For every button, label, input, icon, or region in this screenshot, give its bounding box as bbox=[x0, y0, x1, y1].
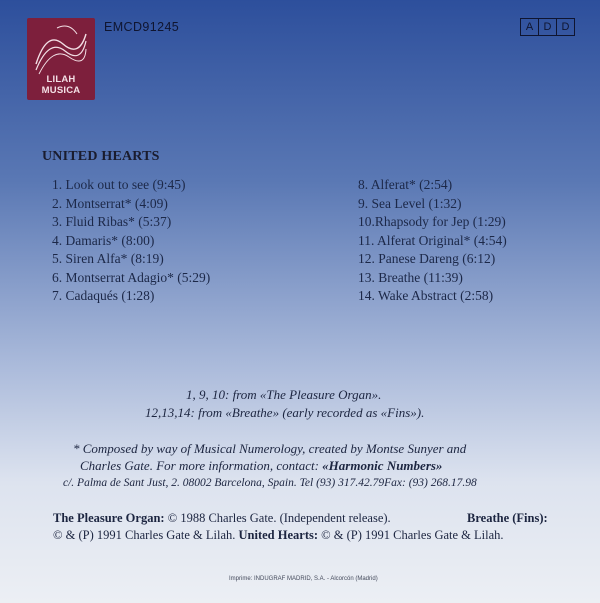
sparscode-letter-2: D bbox=[538, 18, 557, 36]
composition-contact-prefix: Charles Gate. For more information, contact: bbox=[80, 458, 323, 473]
track-item: 2. Montserrat* (4:09) bbox=[52, 195, 168, 211]
contact-name: «Harmonic Numbers» bbox=[322, 458, 443, 473]
credit-text-pleasure-organ: © 1988 Charles Gate. (Independent release). bbox=[164, 511, 391, 525]
track-item: 3. Fluid Ribas* (5:37) bbox=[52, 214, 172, 229]
credit-text-breathe: © & (P) 1991 Charles Gate & Lilah. bbox=[53, 528, 239, 542]
contact-address: c/. Palma de Sant Just, 2. 08002 Barcelona, Spain. Tel (93) 317.42.79Fax: (93) 268.17.98 bbox=[63, 477, 477, 489]
credit-line-1 bbox=[53, 511, 391, 526]
lilah-musica-logo bbox=[27, 18, 95, 100]
credit-title-united-hearts: United Hearts: bbox=[238, 528, 319, 542]
track-item: 10.Rhapsody for Jep (1:29) bbox=[358, 214, 506, 229]
track-item: 9. Sea Level (1:32) bbox=[358, 195, 462, 211]
composition-contact-line bbox=[80, 458, 442, 474]
credit-title-pleasure-organ: The Pleasure Organ: bbox=[53, 511, 165, 525]
source-note-1: 1, 9, 10: from «The Pleasure Organ». bbox=[186, 387, 382, 402]
sparscode-letter-1: A bbox=[520, 18, 539, 36]
track-item: 6. Montserrat Adagio* (5:29) bbox=[52, 269, 211, 285]
label-name: LILAH MUSICA bbox=[41, 74, 81, 96]
sparscode-letter-3: D bbox=[556, 18, 575, 36]
tracklist-left bbox=[52, 176, 210, 306]
track-item: 13. Breathe (11:39) bbox=[358, 269, 463, 285]
credit-text-united-hearts: © & (P) 1991 Charles Gate & Lilah. bbox=[318, 528, 504, 542]
album-title: UNITED HEARTS bbox=[42, 149, 160, 164]
track-item: 4. Damaris* (8:00) bbox=[52, 232, 155, 248]
logo-wave-icon bbox=[33, 24, 89, 76]
source-note-2: 12,13,14: from «Breathe» (early recorded as «Fins»). bbox=[145, 405, 425, 420]
composition-note: * Composed by way of Musical Numerology, created by Montse Sunyer and bbox=[73, 441, 467, 456]
track-item: 1. Look out to see (9:45) bbox=[52, 177, 186, 192]
track-item: 11. Alferat Original* (4:54) bbox=[358, 232, 507, 248]
credit-line-2 bbox=[53, 528, 504, 543]
printer-note: Imprime: INDUGRAF MADRID, S.A. - Alcorcón (Madrid) bbox=[229, 576, 378, 582]
credit-title-breathe: Breathe (Fins): bbox=[467, 511, 548, 525]
track-item: 7. Cadaqués (1:28) bbox=[52, 288, 155, 303]
track-item: 5. Siren Alfa* (8:19) bbox=[52, 251, 164, 266]
catalog-number: EMCD91245 bbox=[104, 20, 180, 34]
tracklist-right bbox=[358, 176, 507, 306]
track-item: 8. Alferat* (2:54) bbox=[358, 177, 453, 192]
sparscode-box bbox=[521, 18, 575, 36]
track-item: 12. Panese Dareng (6:12) bbox=[358, 251, 496, 266]
track-item: 14. Wake Abstract (2:58) bbox=[358, 288, 494, 303]
